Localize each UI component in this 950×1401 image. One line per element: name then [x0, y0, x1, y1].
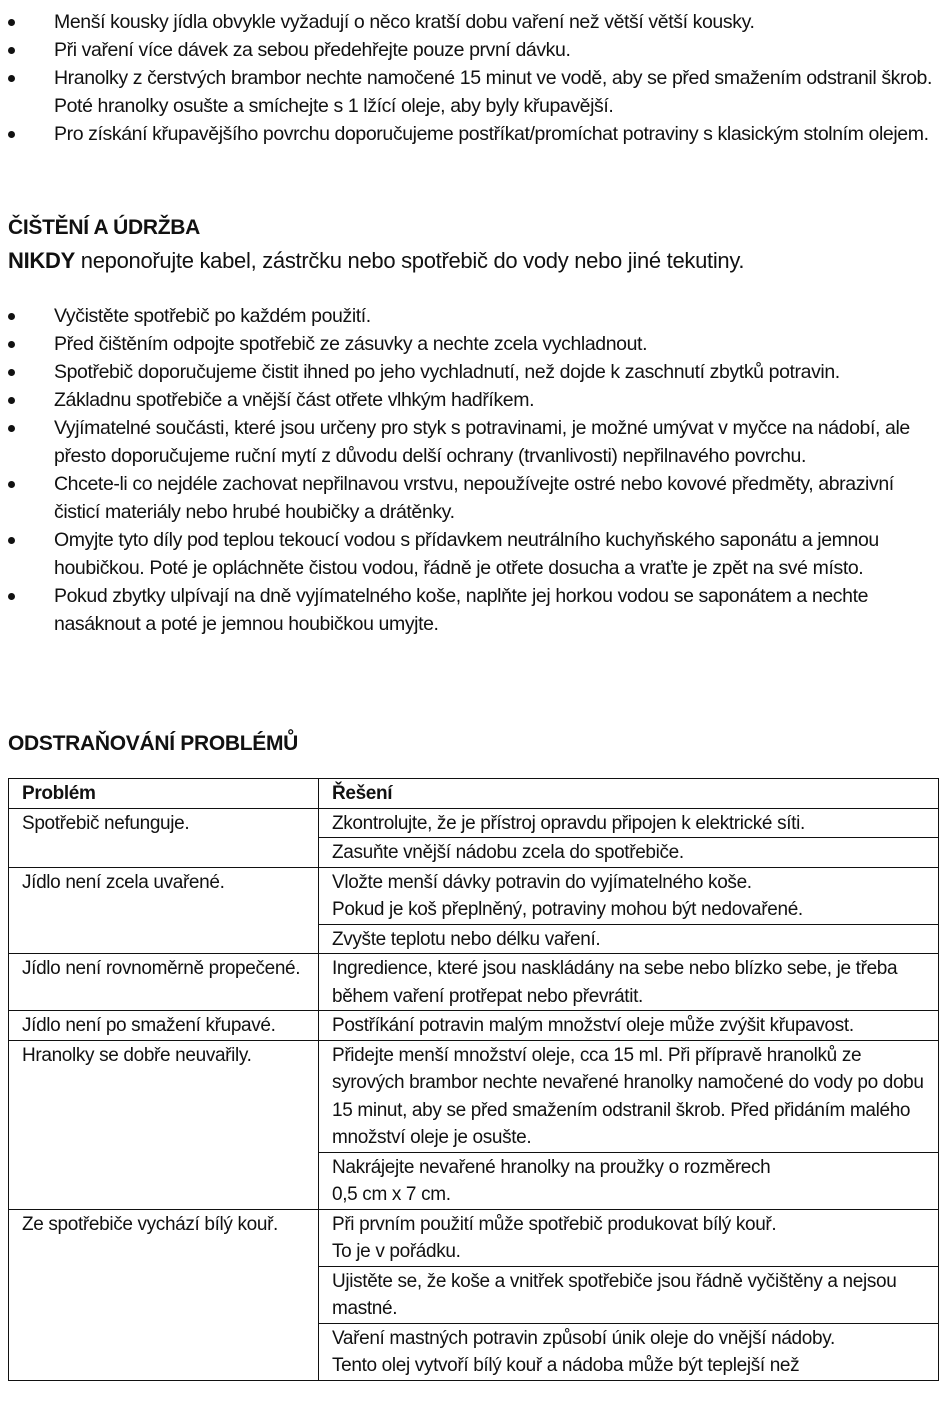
- solution-cell: [319, 924, 939, 954]
- list-item: [0, 302, 950, 330]
- problem-cell: Spotřebič nefunguje.: [9, 808, 319, 867]
- table-row: [9, 1011, 939, 1041]
- bullet-icon: [8, 75, 15, 82]
- list-item-text: Při vaření více dávek za sebou předehřejte pouze první dávku.: [54, 39, 571, 61]
- bullet-icon: [8, 397, 15, 404]
- bullet-icon: [8, 369, 15, 376]
- solution-line: Postříkání potravin malým množství oleje může zvýšit křupavost.: [332, 1015, 854, 1036]
- solution-line: Tento olej vytvoří bílý kouř a nádoba může být teplejší než: [332, 1355, 800, 1376]
- solution-cell: [319, 1011, 939, 1041]
- column-header-problem: Problém: [9, 779, 319, 809]
- solution-cell: [319, 867, 939, 924]
- bullet-icon: [8, 313, 15, 320]
- solution-cell: [319, 808, 939, 838]
- table-row: [9, 808, 939, 838]
- solution-line: Přidejte menší množství oleje, cca 15 ml. Při přípravě hranolků ze syrových brambor nechte nevařené hranolky namočené do vody po dobu 15 minut, aby se před smažením odstranil škrob. Před přidáním malého množství oleje je osušte.: [332, 1044, 924, 1148]
- list-item-text: Menší kousky jídla obvykle vyžadují o něco kratší dobu vaření než větší větší kousky.: [54, 11, 755, 33]
- solution-line: To je v pořádku.: [332, 1241, 461, 1262]
- list-item: [0, 386, 950, 414]
- warning-text: neponořujte kabel, zástrčku nebo spotřebič do vody nebo jiné tekutiny.: [74, 248, 745, 273]
- solution-line: Nakrájejte nevařené hranolky na proužky o rozměrech: [332, 1156, 771, 1178]
- table-row: [9, 867, 939, 924]
- bullet-icon: [8, 47, 15, 54]
- table-header-row: [9, 779, 939, 809]
- solution-cell: [319, 1323, 939, 1380]
- warning-emphasis: NIKDY: [8, 248, 75, 273]
- list-item-text: Hranolky z čerstvých brambor nechte namočené 15 minut ve vodě, aby se před smažením odstranil škrob. Poté hranolky osušte a smíchejte s 1 lžící oleje, aby byly křupavější.: [54, 67, 933, 117]
- solution-line: Zasuňte vnější nádobu zcela do spotřebiče.: [332, 842, 684, 863]
- table-row: [9, 1209, 939, 1266]
- list-item-text: Vyčistěte spotřebič po každém použití.: [54, 305, 371, 327]
- table-row: [9, 1040, 939, 1152]
- solution-line: Pokud je koš přeplněný, potraviny mohou být nedovařené.: [332, 899, 803, 920]
- bullet-icon: [8, 537, 15, 544]
- table-body: [9, 808, 939, 1380]
- problem-cell: Hranolky se dobře neuvařily.: [9, 1040, 319, 1209]
- tips-list: [0, 8, 950, 148]
- troubleshooting-table: [8, 778, 939, 1381]
- solution-cell: [319, 1040, 939, 1152]
- list-item: [0, 64, 950, 120]
- list-item: [0, 120, 950, 148]
- list-item-text: Spotřebič doporučujeme čistit ihned po jeho vychladnutí, než dojde k zaschnutí zbytků potravin.: [54, 361, 840, 383]
- bullet-icon: [8, 341, 15, 348]
- cleaning-heading: ČIŠTĚNÍ A ÚDRŽBA: [8, 216, 200, 239]
- solution-line: 0,5 cm x 7 cm.: [332, 1184, 451, 1205]
- solution-cell: [319, 1152, 939, 1209]
- list-item: [0, 526, 950, 582]
- solution-line: Ingredience, které jsou naskládány na sebe nebo blízko sebe, je třeba během vaření protřepat nebo převrátit.: [332, 958, 898, 1007]
- column-header-solution: Řešení: [319, 779, 939, 809]
- solution-cell: [319, 954, 939, 1011]
- bullet-icon: [8, 481, 15, 488]
- solution-cell: [319, 1209, 939, 1266]
- list-item-text: Chcete-li co nejdéle zachovat nepřilnavou vrstvu, nepoužívejte ostré nebo kovové předměty, abrazivní čisticí materiály nebo hrubé houbičky a drátěnky.: [54, 473, 894, 523]
- problem-cell: Ze spotřebiče vychází bílý kouř.: [9, 1209, 319, 1380]
- list-item: [0, 36, 950, 64]
- bullet-icon: [8, 425, 15, 432]
- bullet-icon: [8, 593, 15, 600]
- bullet-icon: [8, 19, 15, 26]
- list-item: [0, 414, 950, 470]
- solution-line: Zvyšte teplotu nebo délku vaření.: [332, 928, 601, 950]
- solution-line: Vaření mastných potravin způsobí únik oleje do vnější nádoby.: [332, 1327, 835, 1349]
- solution-line: Vložte menší dávky potravin do vyjímatelného koše.: [332, 871, 752, 893]
- cleaning-list: [0, 302, 950, 638]
- list-item-text: Omyjte tyto díly pod teplou tekoucí vodou s přídavkem neutrálního kuchyňského saponátu a jemnou houbičkou. Poté je opláchněte čistou vodou, řádně je otřete dosucha a vraťte je zpět na své místo.: [54, 529, 879, 579]
- problem-cell: Jídlo není rovnoměrně propečené.: [9, 954, 319, 1011]
- table-row: [9, 954, 939, 1011]
- list-item: [0, 330, 950, 358]
- list-item-text: Pro získání křupavějšího povrchu doporučujeme postříkat/promíchat potraviny s klasickým stolním olejem.: [54, 123, 929, 145]
- list-item-text: Vyjímatelné součásti, které jsou určeny pro styk s potravinami, je možné umývat v myčce na nádobí, ale přesto doporučujeme ruční mytí z důvodu delší ochrany (trvanlivosti) nepřilnavého povrchu.: [54, 417, 910, 467]
- solution-line: Ujistěte se, že koše a vnitřek spotřebiče jsou řádně vyčištěny a nejsou mastné.: [332, 1270, 897, 1319]
- problem-cell: Jídlo není po smažení křupavé.: [9, 1011, 319, 1041]
- troubleshooting-heading: ODSTRAŇOVÁNÍ PROBLÉMŮ: [8, 732, 299, 755]
- list-item-text: Základnu spotřebiče a vnější část otřete vlhkým hadříkem.: [54, 389, 535, 411]
- problem-cell: Jídlo není zcela uvařené.: [9, 867, 319, 954]
- solution-line: Zkontrolujte, že je přístroj opravdu připojen k elektrické síti.: [332, 812, 805, 834]
- bullet-icon: [8, 131, 15, 138]
- list-item: [0, 470, 950, 526]
- list-item-text: Před čištěním odpojte spotřebič ze zásuvky a nechte zcela vychladnout.: [54, 333, 648, 355]
- solution-line: Při prvním použití může spotřebič produkovat bílý kouř.: [332, 1213, 777, 1235]
- list-item-text: Pokud zbytky ulpívají na dně vyjímatelného koše, naplňte jej horkou vodou se saponátem a nechte nasáknout a poté je jemnou houbičkou umyjte.: [54, 585, 869, 635]
- list-item: [0, 8, 950, 36]
- solution-cell: [319, 1266, 939, 1323]
- list-item: [0, 358, 950, 386]
- solution-cell: [319, 838, 939, 868]
- list-item: [0, 582, 950, 638]
- cleaning-warning: [8, 246, 744, 276]
